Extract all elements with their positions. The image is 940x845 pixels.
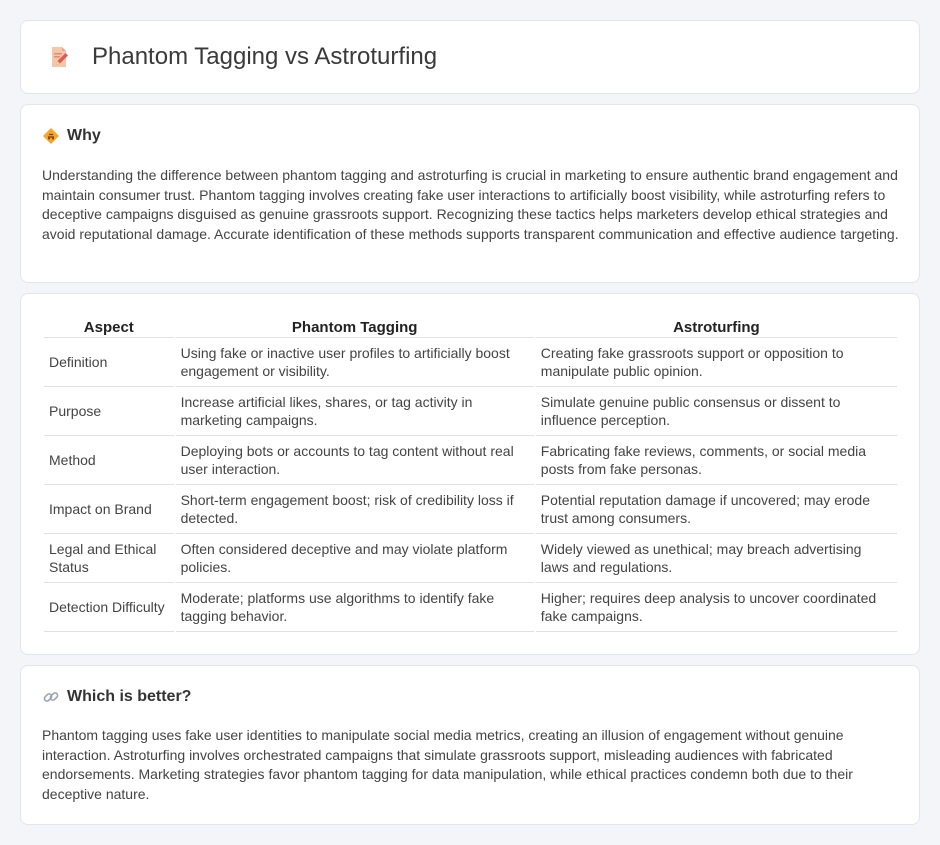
table-header-row [44, 315, 897, 338]
row-phantom: Deploying bots or accounts to tag content without real user interaction. [176, 436, 534, 485]
link-icon [42, 688, 60, 706]
row-phantom: Increase artificial likes, shares, or tag activity in marketing campaigns. [176, 387, 534, 436]
row-aspect: Definition [44, 338, 174, 387]
row-aspect: Detection Difficulty [44, 583, 174, 632]
table-row [44, 583, 897, 632]
table-row [44, 485, 897, 534]
row-astro: Higher; requires deep analysis to uncover coordinated fake campaigns. [536, 583, 897, 632]
table-row [44, 436, 897, 485]
table-row [44, 534, 897, 583]
table-row [44, 387, 897, 436]
row-aspect: Purpose [44, 387, 174, 436]
document-pencil-icon [47, 45, 71, 69]
row-astro: Creating fake grassroots support or opposition to manipulate public opinion. [536, 338, 897, 387]
row-aspect: Impact on Brand [44, 485, 174, 534]
row-phantom: Often considered deceptive and may violate platform policies. [176, 534, 534, 583]
row-phantom: Short-term engagement boost; risk of credibility loss if detected. [176, 485, 534, 534]
header-phantom-tagging: Phantom Tagging [176, 315, 534, 338]
row-phantom: Using fake or inactive user profiles to artificially boost engagement or visibility. [176, 338, 534, 387]
title-card [20, 20, 920, 94]
why-heading: Why [67, 127, 101, 144]
row-astro: Fabricating fake reviews, comments, or social media posts from fake personas. [536, 436, 897, 485]
which-is-better-card [20, 665, 920, 825]
row-astro: Simulate genuine public consensus or dissent to influence perception. [536, 387, 897, 436]
why-card [20, 104, 920, 283]
which-is-better-text: Phantom tagging uses fake user identities to manipulate social media metrics, creating an illusion of engagement without genuine interaction. Astroturfing involves orchestrated campaigns that simulate grassroots support, misleading audiences with fabricated endorsements. Marketing strategies favor phantom tagging for data manipulation, while ethical practices condemn both due to their deceptive nature. [42, 727, 853, 802]
table-row [44, 338, 897, 387]
page-title: Phantom Tagging vs Astroturfing [92, 43, 438, 70]
which-is-better-heading: Which is better? [67, 688, 192, 705]
row-aspect: Method [44, 436, 174, 485]
row-astro: Widely viewed as unethical; may breach advertising laws and regulations. [536, 534, 897, 583]
row-astro: Potential reputation damage if uncovered; may erode trust among consumers. [536, 485, 897, 534]
warning-diamond-icon [42, 127, 60, 145]
header-aspect: Aspect [44, 315, 174, 338]
comparison-table [42, 315, 899, 632]
comparison-card [20, 293, 920, 655]
row-phantom: Moderate; platforms use algorithms to identify fake tagging behavior. [176, 583, 534, 632]
why-text: Understanding the difference between phantom tagging and astroturfing is crucial in marketing to ensure authentic brand engagement and maintain consumer trust. Phantom tagging involves creating fake user interactions to artificially boost visibility, while astroturfing refers to deceptive campaigns disguised as genuine grassroots support. Recognizing these tactics helps marketers develop ethical strategies and avoid reputational damage. Accurate identification of these methods supports transparent communication and effective audience targeting. [42, 167, 899, 242]
header-astroturfing: Astroturfing [536, 315, 897, 338]
row-aspect: Legal and Ethical Status [44, 534, 174, 583]
